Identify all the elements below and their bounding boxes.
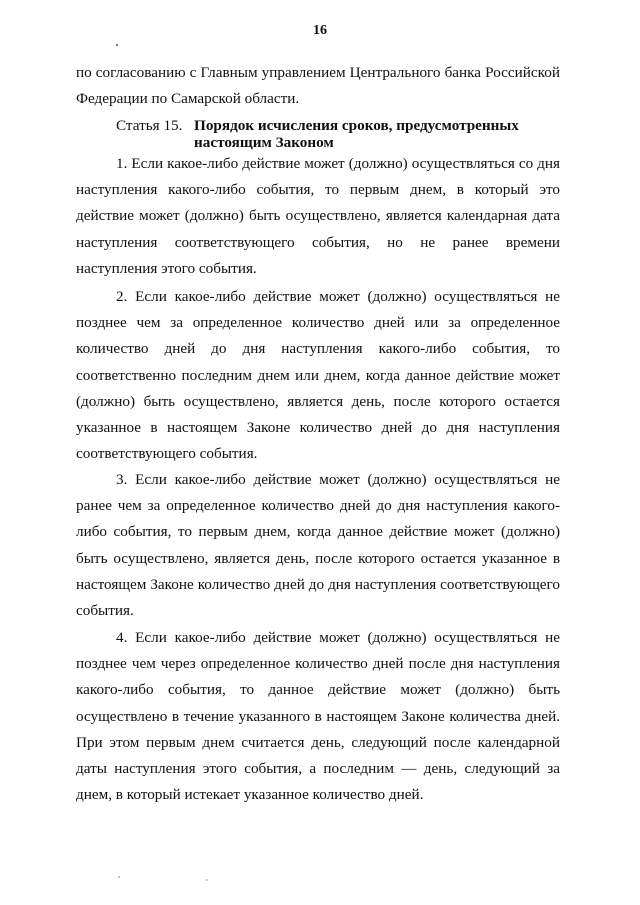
page-number: 16 bbox=[313, 23, 327, 38]
intro-paragraph: по согласованию с Главным управлением Центрального банка Российской Федерации по Самарской области. bbox=[76, 64, 560, 108]
paragraph-1-block bbox=[76, 151, 560, 282]
paragraph-2-block bbox=[76, 284, 560, 467]
article-title-line-2: настоящим Законом bbox=[194, 134, 334, 151]
paragraph-1: 1. Если какое-либо действие может (должно) осуществляться со дня наступления какого-либо события, то первым днем, в который это действие может (должно) быть осуществлено, является календарная дата наступления соответствующего события, но не ранее времени наступления этого события. bbox=[76, 155, 560, 277]
paragraph-2: 2. Если какое-либо действие может (должно) осуществляться не позднее чем за определенное количество дней или за определенное количество дней до дня наступления какого-либо события, то соответственно последним днем или днем, когда данное действие может (должно) быть осуществлено, является день, после которого остается указанное в настоящем Законе количество дней до дня наступления соответствующего события. bbox=[76, 288, 560, 463]
article-title-line-1: Порядок исчисления сроков, предусмотренных bbox=[194, 117, 519, 134]
intro-paragraph-block bbox=[76, 60, 560, 112]
paragraph-4: 4. Если какое-либо действие может (должно) осуществляться не позднее чем через определенное количество дней после дня наступления какого-либо события, то данное действие может (должно) быть осуществлено в течение указанного в настоящем Законе количества дней. При этом первым днем считается день, следующий после календарной даты наступления этого события, а последним — день, следующий за днем, в который истекает указанное количество дней. bbox=[76, 629, 560, 804]
scan-speck bbox=[118, 876, 120, 878]
article-title bbox=[194, 117, 554, 151]
paragraph-3-block bbox=[76, 467, 560, 624]
article-label: Статья 15. bbox=[116, 117, 183, 134]
paragraph-4-block bbox=[76, 625, 560, 808]
scan-speck bbox=[206, 879, 208, 881]
paragraph-3: 3. Если какое-либо действие может (должно) осуществляться не ранее чем за определенное количество дней до дня наступления какого-либо события, то первым днем, когда данное действие может (должно) быть осуществлено, является день, после которого остается указанное в настоящем Законе количество дней до дня наступления соответствующего события. bbox=[76, 471, 560, 620]
scan-speck bbox=[116, 44, 118, 46]
